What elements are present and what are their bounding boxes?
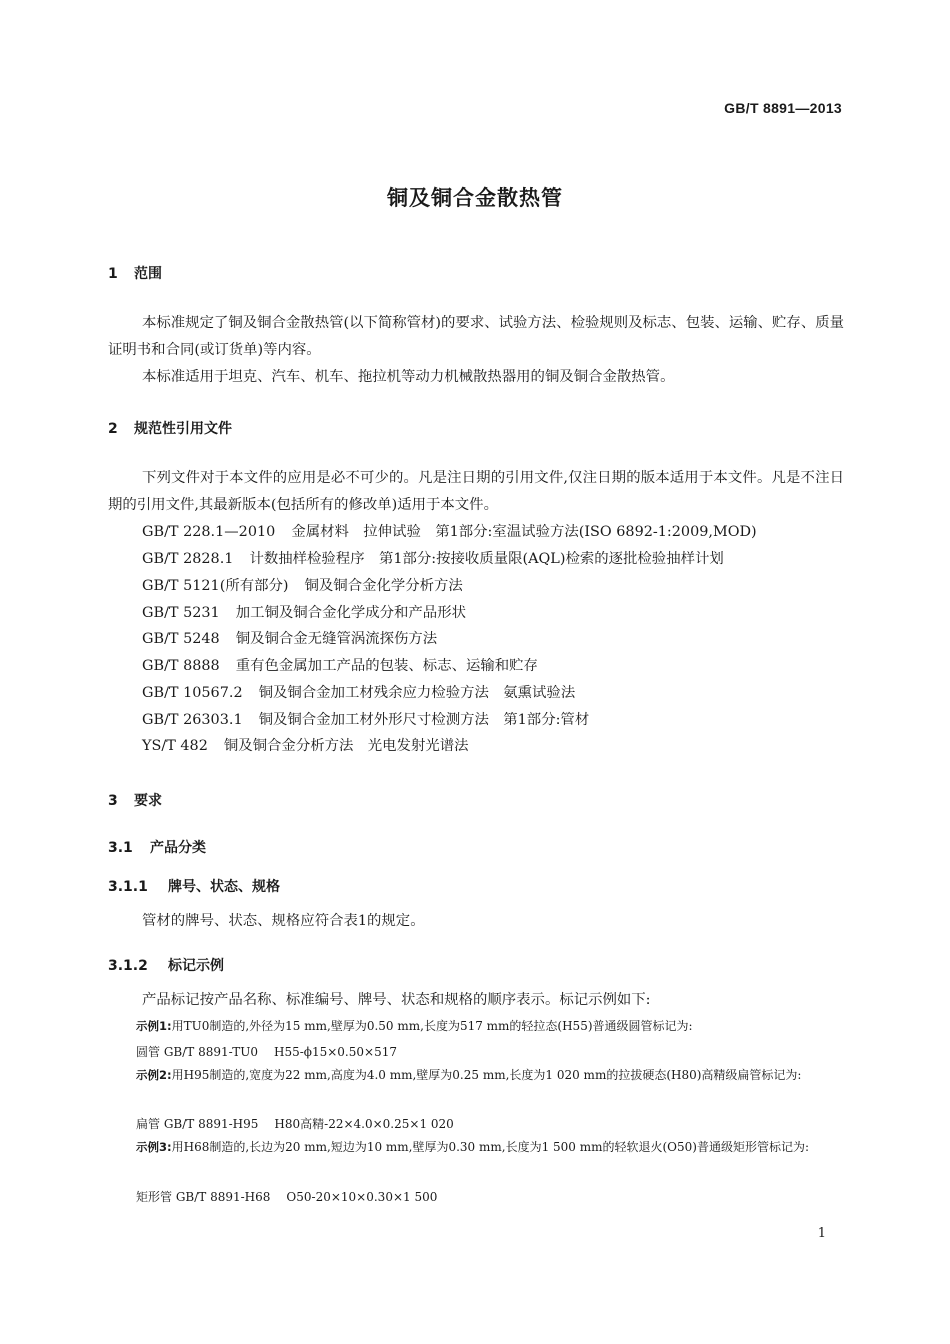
mark-spec: H55-ϕ15×0.50×517: [274, 1045, 397, 1059]
marking-intro: 产品标记按产品名称、标准编号、牌号、状态和规格的顺序表示。标记示例如下:: [142, 992, 651, 1008]
standard-number: GB/T 8891—2013: [724, 100, 842, 116]
example-label: 示例2:: [136, 1068, 172, 1082]
example-1-mark: [136, 1043, 397, 1060]
reference-item: [142, 684, 575, 702]
section-number: 1: [108, 266, 118, 282]
normative-refs-intro: 下列文件对于本文件的应用是必不可少的。凡是注日期的引用文件,仅注日期的版本适用于本文件。凡是不注日期的引用文件,其最新版本(包括所有的修改单)适用于本文件。: [108, 470, 844, 513]
example-2-mark: [136, 1115, 454, 1132]
section-title: 标记示例: [168, 958, 224, 974]
mark-spec: H80高精-22×4.0×0.25×1 020: [274, 1117, 454, 1131]
mark-product: 圆管 GB/T 8891-TU0: [136, 1045, 258, 1059]
scope-paragraph-2: 本标准适用于坦克、汽车、机车、拖拉机等动力机械散热器用的铜及铜合金散热管。: [142, 369, 675, 385]
reference-item: [142, 630, 437, 648]
reference-item: [142, 577, 463, 595]
section-3-1-2-heading: [108, 955, 224, 975]
section-title: 产品分类: [150, 840, 206, 856]
reference-title: 金属材料 拉伸试验 第1部分:室温试验方法(ISO 6892-1:2009,MOD): [291, 524, 757, 540]
reference-code: GB/T 5248: [142, 631, 220, 647]
example-1: [108, 1015, 844, 1038]
page-number: 1: [817, 1226, 826, 1241]
reference-code: GB/T 5121(所有部分): [142, 578, 289, 594]
example-3: [108, 1136, 844, 1159]
reference-title: 重有色金属加工产品的包装、标志、运输和贮存: [235, 658, 538, 674]
section-3-heading: [108, 790, 162, 810]
grade-spec-paragraph: 管材的牌号、状态、规格应符合表1的规定。: [142, 913, 425, 929]
section-number: 2: [108, 421, 118, 437]
section-number: 3.1: [108, 840, 133, 856]
scope-paragraph-1: 本标准规定了铜及铜合金散热管(以下简称管材)的要求、试验方法、检验规则及标志、包装、运输、贮存、质量证明书和合同(或订货单)等内容。: [108, 315, 844, 358]
reference-code: YS/T 482: [142, 738, 208, 754]
section-title: 要求: [134, 793, 162, 809]
reference-item: [142, 550, 724, 568]
mark-product: 扁管 GB/T 8891-H95: [136, 1117, 259, 1131]
section-3-1-heading: [108, 837, 206, 857]
reference-item: [142, 604, 466, 622]
section-number: 3.1.2: [108, 958, 148, 974]
reference-code: GB/T 10567.2: [142, 685, 243, 701]
section-number: 3.1.1: [108, 879, 148, 895]
reference-code: GB/T 2828.1: [142, 551, 234, 567]
reference-item: [142, 737, 469, 755]
example-label: 示例3:: [136, 1140, 172, 1154]
section-2-heading: [108, 418, 232, 438]
reference-title: 铜及铜合金加工材残余应力检验方法 氨熏试验法: [258, 685, 576, 701]
example-text: 用H95制造的,宽度为22 mm,高度为4.0 mm,壁厚为0.25 mm,长度为1 020 mm的拉拔硬态(H80)高精级扁管标记为:: [171, 1068, 802, 1082]
reference-title: 铜及铜合金分析方法 光电发射光谱法: [223, 738, 469, 754]
reference-code: GB/T 5231: [142, 605, 220, 621]
document-title: 铜及铜合金散热管: [387, 186, 563, 210]
reference-title: 铜及铜合金加工材外形尺寸检测方法 第1部分:管材: [258, 712, 590, 728]
section-number: 3: [108, 793, 118, 809]
reference-item: [142, 711, 589, 729]
example-label: 示例1:: [136, 1019, 172, 1033]
section-title: 范围: [134, 266, 162, 282]
reference-item: [142, 523, 757, 541]
reference-code: GB/T 26303.1: [142, 712, 243, 728]
reference-code: GB/T 228.1—2010: [142, 524, 276, 540]
mark-product: 矩形管 GB/T 8891-H68: [136, 1190, 271, 1204]
section-3-1-1-heading: [108, 876, 280, 896]
example-text: 用TU0制造的,外径为15 mm,壁厚为0.50 mm,长度为517 mm的轻拉态(H55)普通级圆管标记为:: [171, 1019, 693, 1033]
section-1-heading: [108, 263, 162, 283]
reference-title: 铜及铜合金化学分析方法: [304, 578, 463, 594]
reference-title: 加工铜及铜合金化学成分和产品形状: [235, 605, 466, 621]
mark-spec: O50-20×10×0.30×1 500: [286, 1190, 438, 1204]
example-3-mark: [136, 1188, 437, 1205]
reference-code: GB/T 8888: [142, 658, 220, 674]
reference-title: 铜及铜合金无缝管涡流探伤方法: [235, 631, 438, 647]
reference-item: [142, 657, 538, 675]
reference-title: 计数抽样检验程序 第1部分:按接收质量限(AQL)检索的逐批检验抽样计划: [249, 551, 724, 567]
example-2: [108, 1064, 844, 1087]
example-text: 用H68制造的,长边为20 mm,短边为10 mm,壁厚为0.30 mm,长度为1 500 mm的轻软退火(O50)普通级矩形管标记为:: [171, 1140, 810, 1154]
section-title: 规范性引用文件: [134, 421, 232, 437]
section-title: 牌号、状态、规格: [168, 879, 280, 895]
